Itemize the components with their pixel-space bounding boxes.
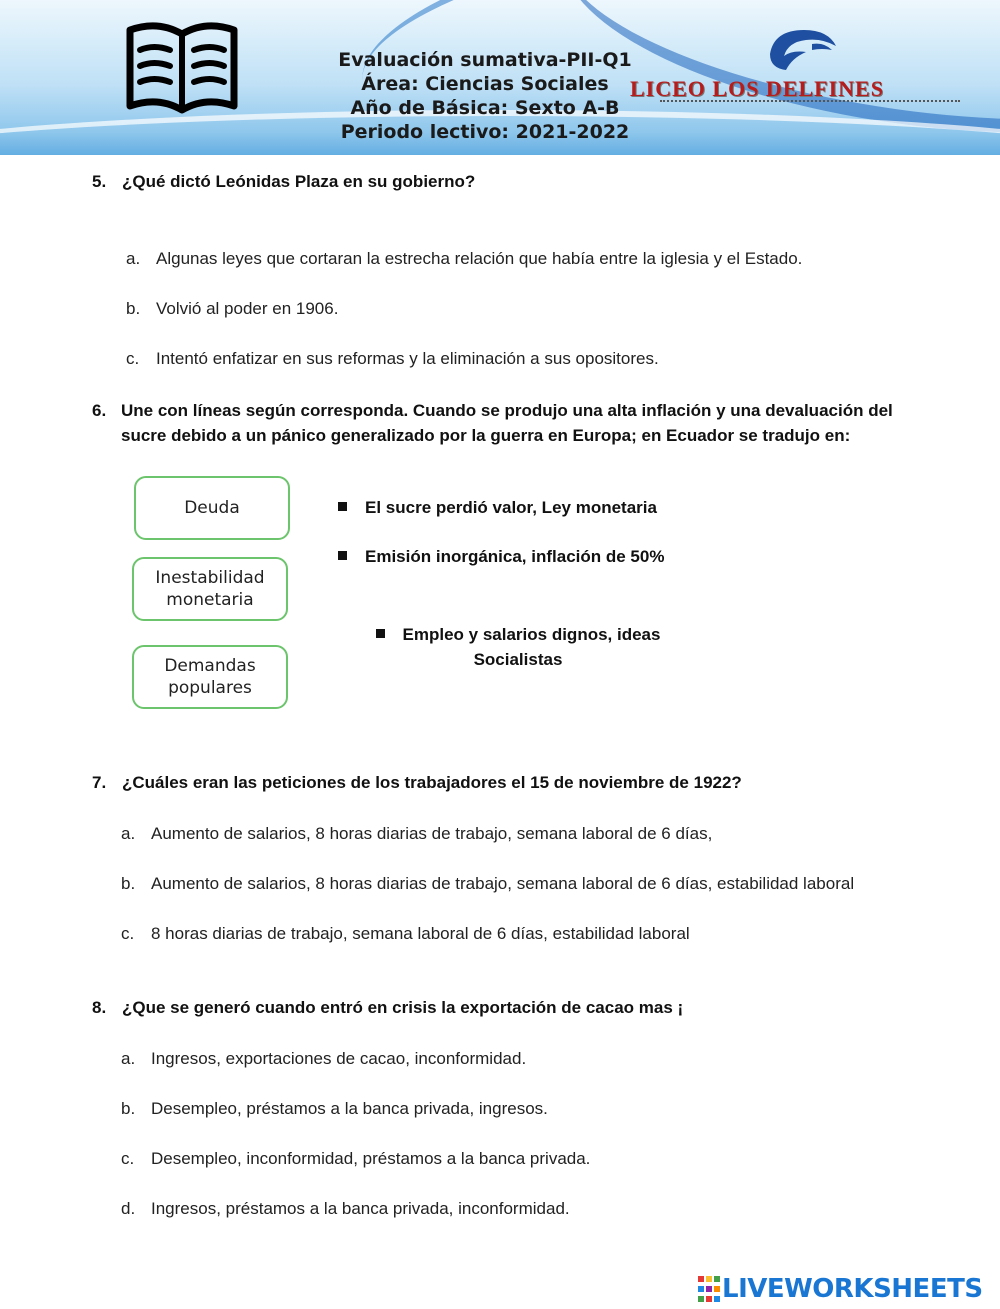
school-subtitle-line bbox=[660, 100, 960, 106]
match-box-inestabilidad-monetaria[interactable]: Inestabilidad monetaria bbox=[132, 557, 288, 621]
option-letter: b. bbox=[121, 874, 136, 893]
open-book-icon bbox=[124, 22, 240, 118]
period-title: Periodo lectivo: 2021-2022 bbox=[340, 121, 630, 143]
option-text: Ingresos, préstamos a la banca privada, inconformidad. bbox=[151, 1199, 570, 1218]
square-bullet-icon bbox=[376, 629, 385, 638]
option-text: Aumento de salarios, 8 horas diarias de trabajo, semana laboral de 6 días, bbox=[151, 824, 713, 843]
question-number: 7. bbox=[92, 773, 107, 792]
match-box-demandas-populares[interactable]: Demandas populares bbox=[132, 645, 288, 709]
worksheet-header bbox=[0, 0, 1000, 155]
option-text: Volvió al poder en 1906. bbox=[156, 299, 339, 318]
option-text: Intentó enfatizar en sus reformas y la eliminación a sus opositores. bbox=[156, 349, 659, 368]
grade-title: Año de Básica: Sexto A-B bbox=[350, 97, 620, 119]
match-target-text: El sucre perdió valor, Ley monetaria bbox=[365, 498, 657, 517]
question-number: 6. bbox=[92, 401, 107, 420]
option-letter: a. bbox=[121, 1049, 136, 1068]
header-titles bbox=[300, 48, 670, 144]
option-letter: c. bbox=[126, 349, 140, 368]
option-letter: c. bbox=[121, 924, 135, 943]
question-number: 5. bbox=[92, 172, 107, 191]
option-letter: a. bbox=[121, 824, 136, 843]
school-name: LICEO LOS DELFINES bbox=[630, 76, 884, 101]
square-bullet-icon bbox=[338, 551, 347, 560]
match-target-1[interactable] bbox=[338, 498, 657, 518]
match-target-3[interactable] bbox=[358, 622, 678, 672]
evaluation-title: Evaluación sumativa-PII-Q1 bbox=[338, 49, 632, 71]
question-text: ¿Qué dictó Leónidas Plaza en su gobierno? bbox=[122, 172, 476, 191]
dolphin-logo-icon bbox=[762, 24, 842, 74]
match-target-text: Empleo y salarios dignos, ideas Socialistas bbox=[402, 625, 661, 669]
area-title: Área: Ciencias Sociales bbox=[361, 73, 609, 95]
option-letter: d. bbox=[121, 1199, 136, 1218]
question-text: ¿Que se generó cuando entró en crisis la exportación de cacao mas ¡ bbox=[122, 998, 684, 1017]
option-text: 8 horas diarias de trabajo, semana laboral de 6 días, estabilidad laboral bbox=[151, 924, 690, 943]
question-text: ¿Cuáles eran las peticiones de los trabajadores el 15 de noviembre de 1922? bbox=[122, 773, 742, 792]
question-text: Une con líneas según corresponda. Cuando se produjo una alta inflación y una devaluación del sucre debido a un pánico generalizado por la guerra en Europa; en Ecuador se tradujo en: bbox=[121, 401, 893, 445]
liveworksheets-logo[interactable] bbox=[698, 1274, 983, 1304]
option-text: Desempleo, préstamos a la banca privada, ingresos. bbox=[151, 1099, 548, 1118]
option-letter: c. bbox=[121, 1149, 135, 1168]
option-text: Algunas leyes que cortaran la estrecha relación que había entre la iglesia y el Estado. bbox=[156, 249, 803, 268]
liveworksheets-wordmark: LIVEWORKSHEETS bbox=[722, 1274, 983, 1304]
option-letter: b. bbox=[126, 299, 141, 318]
option-letter: a. bbox=[126, 249, 141, 268]
question-number: 8. bbox=[92, 998, 107, 1017]
match-box-deuda[interactable]: Deuda bbox=[134, 476, 290, 540]
match-target-2[interactable] bbox=[338, 547, 664, 567]
square-bullet-icon bbox=[338, 502, 347, 511]
option-letter: b. bbox=[121, 1099, 136, 1118]
option-text: Desempleo, inconformidad, préstamos a la banca privada. bbox=[151, 1149, 591, 1168]
option-text: Ingresos, exportaciones de cacao, inconformidad. bbox=[151, 1049, 527, 1068]
match-target-text: Emisión inorgánica, inflación de 50% bbox=[365, 547, 665, 566]
option-text: Aumento de salarios, 8 horas diarias de trabajo, semana laboral de 6 días, estabilidad laboral bbox=[151, 874, 855, 893]
liveworksheets-mark-icon bbox=[698, 1276, 720, 1302]
